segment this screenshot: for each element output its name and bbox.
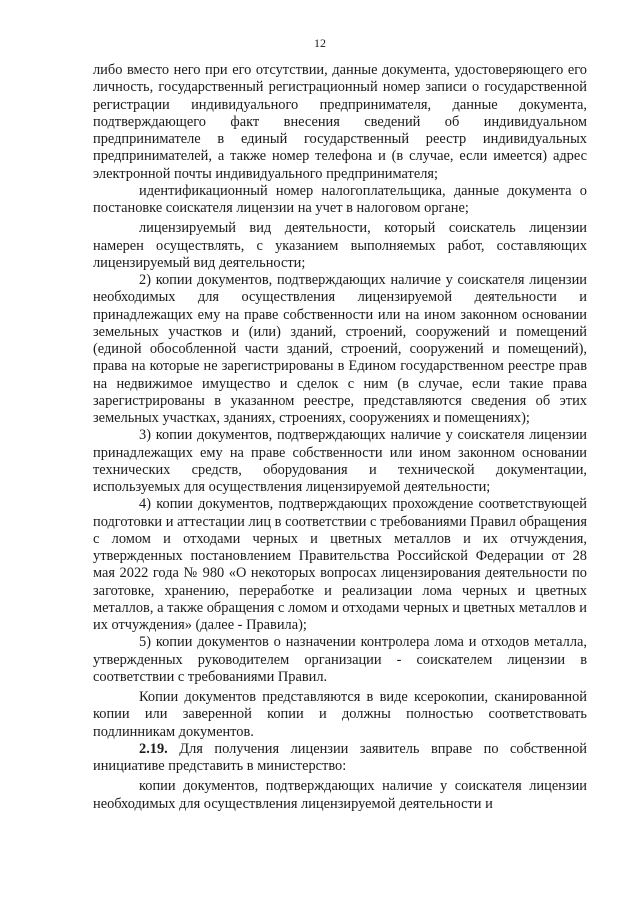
paragraph-item-3: 3) копии документов, подтверждающих наличие у соискателя лицензии принадлежащих ему на праве собственности или ином законном основании технических средств, оборудования и технической документации, используемых для осуществления лицензируемой деятельности;	[93, 427, 587, 495]
paragraph-copies: Копии документов представляются в виде ксерокопии, сканированной копии или заверенной копии и должны полностью соответствовать подлинникам документов.	[93, 689, 587, 740]
document-body	[93, 62, 587, 813]
paragraph-copies-optional: копии документов, подтверждающих наличие у соискателя лицензии необходимых для осуществления лицензируемой деятельности и	[93, 778, 587, 812]
paragraph-item-4: 4) копии документов, подтверждающих прохождение соответствующей подготовки и аттестации лиц в соответствии с требованиями Правил обращения с ломом и отходами черных и цветных металлов и их отчуждения, утвержденных постановлением Правительства Российской Федерации от 28 мая 2022 года № 980 «О некоторых вопросах лицензирования деятельности по заготовке, хранению, переработке и реализации лома черных и цветных металлов, а также обращения с ломом и отходами черных и цветных металлов и их отчуждения» (далее - Правила);	[93, 496, 587, 633]
paragraph-activity-type: лицензируемый вид деятельности, который соискатель лицензии намерен осуществлять, с указанием выполняемых работ, составляющих лицензируемый вид деятельности;	[93, 220, 587, 271]
paragraph-continuation: либо вместо него при его отсутствии, данные документа, удостоверяющего его личность, государственный регистрационный номер записи о государственной регистрации индивидуального предпринимателя, данные документа, подтверждающего факт внесения сведений об индивидуальном предпринимателе в единый государственный реестр индивидуальных предпринимателей, а также номер телефона и (в случае, если имеется) адрес электронной почты индивидуального предпринимателя;	[93, 62, 587, 182]
section-text: Для получения лицензии заявитель вправе по собственной инициативе представить в министерство:	[93, 740, 587, 774]
section-number: 2.19.	[139, 740, 168, 757]
paragraph-item-2: 2) копии документов, подтверждающих наличие у соискателя лицензии необходимых для осуществления лицензируемой деятельности и принадлежащих ему на праве собственности или на ином законном основании земельных участков и (или) зданий, строений, сооружений и помещений (единой обособленной части зданий, строений, сооружений и помещений), права на которые не зарегистрированы в Едином государственном реестре прав на недвижимое имущество и сделок с ним (в случае, если такие права зарегистрированы в указанном реестре, представляются сведения об этих земельных участках, зданиях, строениях, сооружениях и помещениях);	[93, 272, 587, 426]
paragraph-item-5: 5) копии документов о назначении контролера лома и отходов металла, утвержденных руководителем организации - соискателем лицензии в соответствии с требованиями Правил.	[93, 634, 587, 685]
page-number: 12	[314, 36, 326, 50]
paragraph-section-2-19	[93, 741, 587, 776]
paragraph-inn: идентификационный номер налогоплательщика, данные документа о постановке соискателя лицензии на учет в налоговом органе;	[93, 182, 587, 216]
